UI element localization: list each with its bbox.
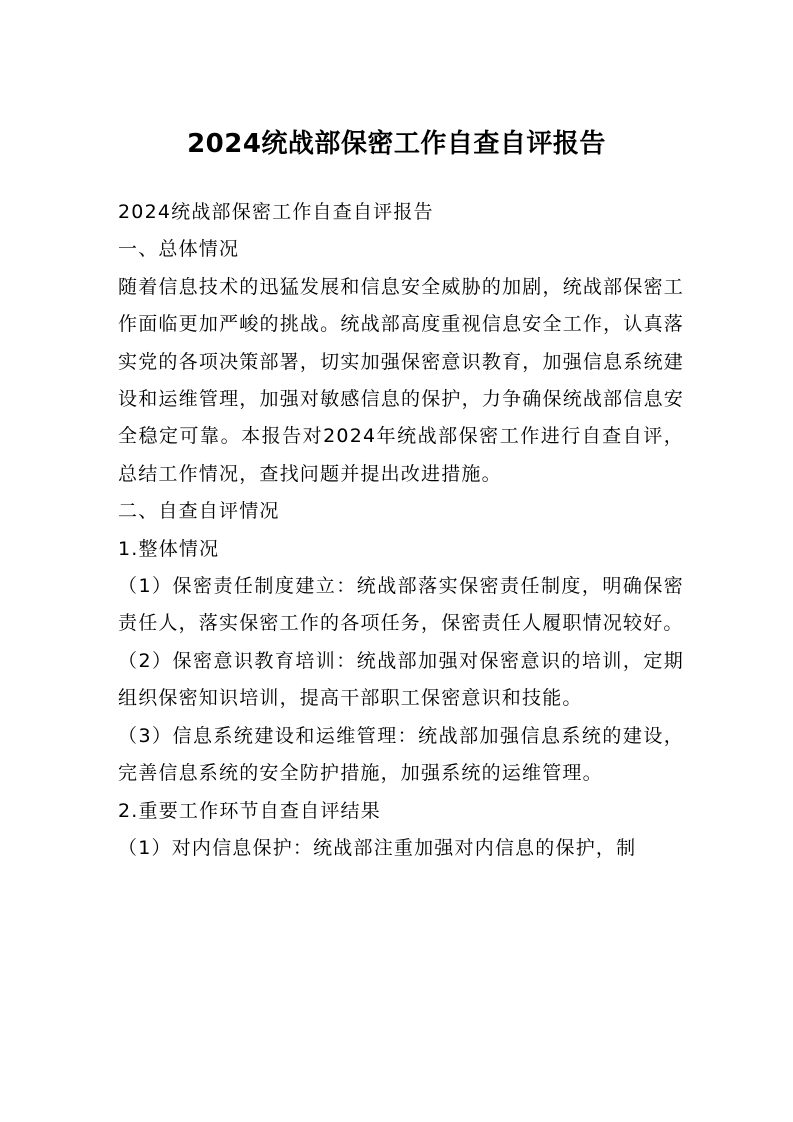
section-heading-self-review: 二、自查自评情况 (118, 500, 280, 523)
document-body (118, 194, 684, 867)
subheading-key-links: 2.重要工作环节自查自评结果 (118, 799, 381, 822)
list-item-responsibility: （1）保密责任制度建立：统战部落实保密责任制度，明确保密责任人，落实保密工作的各项任务，保密责任人履职情况较好。 (118, 575, 684, 635)
list-item-internal-info: （1）对内信息保护：统战部注重加强对内信息的保护，制 (118, 836, 637, 859)
section-heading-overview: 一、总体情况 (118, 238, 240, 261)
list-item-systems: （3）信息系统建设和运维管理：统战部加强信息系统的建设，完善信息系统的安全防护措施，加强系统的运维管理。 (118, 724, 684, 785)
list-item-training: （2）保密意识教育培训：统战部加强对保密意识的培训，定期组织保密知识培训，提高干部职工保密意识和技能。 (118, 649, 684, 710)
overview-paragraph: 随着信息技术的迅猛发展和信息安全威胁的加剧，统战部保密工作面临更加严峻的挑战。统战部高度重视信息安全工作，认真落实党的各项决策部署，切实加强保密意识教育，加强信息系统建设和运维管理，加强对敏感信息的保护，力争确保统战部信息安全稳定可靠。本报告对2024年统战部保密工作进行自查自评，总结工作情况，查找问题并提出改进措施。 (118, 275, 684, 485)
document-title: 2024统战部保密工作自查自评报告 (187, 129, 606, 159)
subheading-overall: 1.整体情况 (118, 537, 220, 560)
body-heading-repeat: 2024统战部保密工作自查自评报告 (118, 201, 434, 223)
